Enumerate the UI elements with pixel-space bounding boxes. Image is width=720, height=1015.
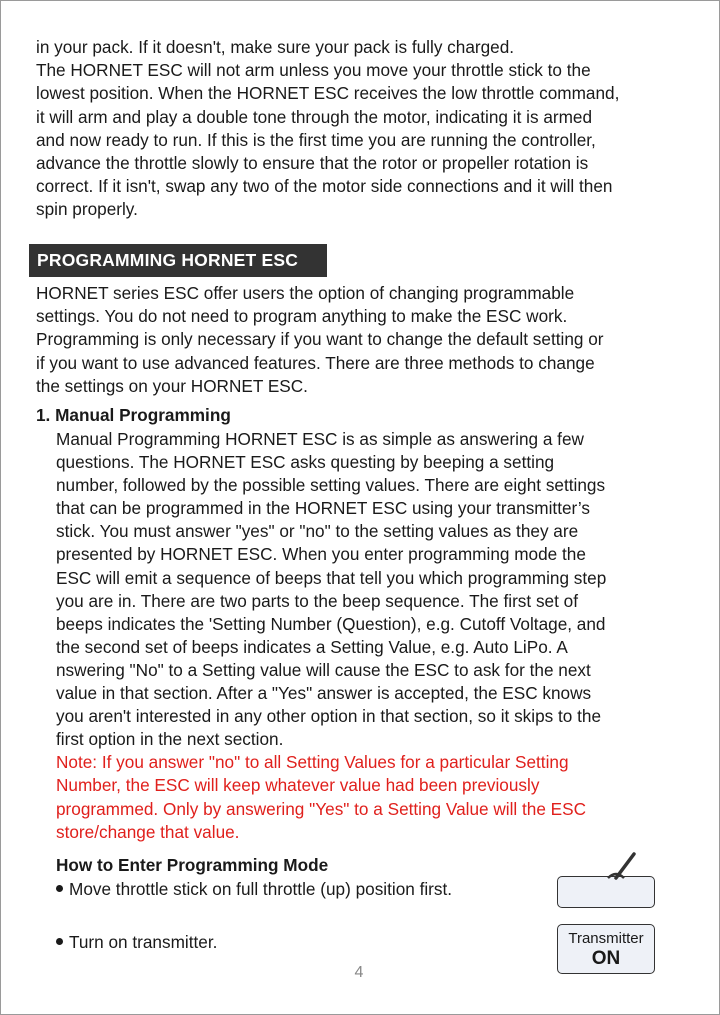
manual-line: stick. You must answer "yes" or "no" to the setting values as they are — [56, 521, 579, 542]
note-line: Note: If you answer "no" to all Setting Values for a particular Setting — [56, 752, 569, 773]
manual-programming-body — [56, 428, 696, 844]
manual-line: value in that section. After a "Yes" answer is accepted, the ESC knows — [56, 683, 592, 704]
manual-programming-title: 1. Manual Programming — [36, 405, 231, 425]
intro-line: and now ready to run. If this is the first time you are running the controller, — [36, 129, 596, 150]
manual-line: beeps indicates the 'Setting Number (Question), e.g. Cutoff Voltage, and — [56, 613, 606, 634]
overview-line: if you want to use advanced features. There are three methods to change — [36, 352, 595, 373]
intro-line: The HORNET ESC will not arm unless you move your throttle stick to the — [36, 60, 591, 81]
manual-line: the second set of beeps indicates a Setting Value, e.g. Auto LiPo. A — [56, 636, 568, 657]
section-heading: PROGRAMMING HORNET ESC — [29, 244, 327, 277]
intro-line: in your pack. If it doesn't, make sure your pack is fully charged. — [36, 37, 515, 57]
manual-line: Manual Programming HORNET ESC is as simple as answering a few — [56, 429, 584, 449]
manual-line: presented by HORNET ESC. When you enter programming mode the — [56, 544, 586, 565]
overview-line: settings. You do not need to program anything to make the ESC work. — [36, 306, 568, 327]
intro-line: spin properly. — [36, 199, 138, 220]
intro-line: correct. If it isn't, swap any two of the motor side connections and it will then — [36, 176, 613, 197]
page-number: 4 — [354, 964, 364, 981]
howto-step-1 — [56, 878, 452, 901]
overview-line: the settings on your HORNET ESC. — [36, 375, 308, 396]
manual-line: you are in. There are two parts to the beep sequence. The first set of — [56, 590, 578, 611]
manual-line: nswering "No" to a Setting value will cause the ESC to ask for the next — [56, 659, 591, 680]
bullet-dot-icon — [56, 938, 63, 945]
overview-line: Programming is only necessary if you want to change the default setting or — [36, 329, 604, 350]
transmitter-state: ON — [591, 948, 621, 969]
transmitter-label: Transmitter — [568, 930, 644, 947]
howto-step-1-text: Move throttle stick on full throttle (up) position first. — [69, 879, 453, 899]
note-line: Number, the ESC will keep whatever value had been previously — [56, 775, 540, 796]
howto-title: How to Enter Programming Mode — [56, 855, 329, 875]
manual-line: you aren't interested in any other option in that section, so it skips to the — [56, 706, 602, 727]
manual-line: first option in the next section. — [56, 729, 284, 750]
manual-line: that can be programmed in the HORNET ESC using your transmitter’s — [56, 498, 590, 519]
bullet-dot-icon — [56, 885, 63, 892]
throttle-stick-icon — [600, 848, 644, 882]
manual-line: questions. The HORNET ESC asks questing by beeping a setting — [56, 452, 555, 473]
intro-line: lowest position. When the HORNET ESC receives the low throttle command, — [36, 83, 620, 104]
overview-paragraph — [36, 282, 696, 398]
intro-line: it will arm and play a double tone through the motor, indicating it is armed — [36, 106, 593, 127]
note-line: programmed. Only by answering "Yes" to a Setting Value will the ESC — [56, 798, 586, 819]
manual-line: number, followed by the possible setting values. There are eight settings — [56, 475, 606, 496]
howto-step-2-text: Turn on transmitter. — [69, 932, 218, 952]
overview-line: HORNET series ESC offer users the option of changing programmable — [36, 283, 575, 303]
manual-line: ESC will emit a sequence of beeps that tell you which programming step — [56, 567, 607, 588]
intro-paragraph — [36, 36, 696, 222]
howto-step-2 — [56, 931, 217, 954]
intro-line: advance the throttle slowly to ensure that the rotor or propeller rotation is — [36, 153, 589, 174]
note-line: store/change that value. — [56, 821, 240, 842]
